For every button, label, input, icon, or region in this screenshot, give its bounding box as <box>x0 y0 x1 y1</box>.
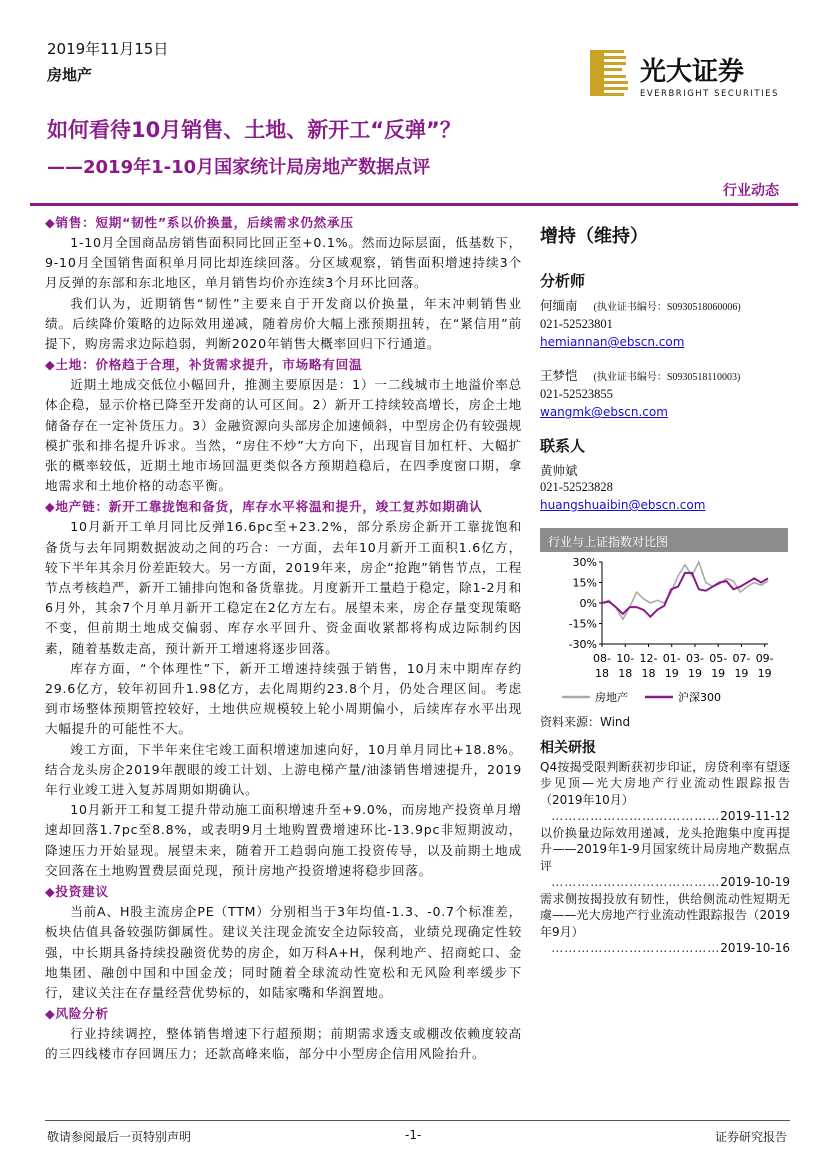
paragraph: 10月新开工和复工提升带动施工面积增速升至+9.0%，而房地产投资单月增速却回落1.7pc至8.8%，或表明9月土地购置费增速环比-13.9pc非短期波动，降速压力开始显现。展望未来，随着开工趋弱向施工投资传导，以及前期土地成交回落在土地购置费层面兑现，预计房地产投资增速将稳步回落。 <box>45 802 522 878</box>
legend-label: 房地产 <box>595 691 628 704</box>
section-heading: ◆风险分析 <box>45 1006 109 1022</box>
related-reports <box>540 740 790 957</box>
related-report-title[interactable]: 以价换量边际效用递减，龙头抢跑集中度再提升——2019年1-9月国家统计局房地产数据点评 <box>540 825 790 873</box>
paragraph: 我们认为，近期销售“韧性”主要来自于开发商以价换量，年末冲刺销售业绩。后续降价策略的边际效用递减，随着房价大幅上涨预期扭转，在“紧信用”前提下，购房需求边际趋弱，判断2020年销售大概率回归下行通道。 <box>45 295 522 352</box>
contact-phone: 021-52523828 <box>540 480 613 494</box>
series-line-csi300 <box>602 573 768 617</box>
leader-dots: ………………………………… <box>551 875 721 889</box>
section-heading: ◆土地：价格趋于合理，补货需求提升，市场略有回温 <box>45 357 363 373</box>
y-tick-label: 15% <box>572 576 597 590</box>
footer-report-label: 证券研究报告 <box>714 1130 787 1144</box>
related-report-date-row <box>540 874 790 891</box>
footer-disclaimer: 敬请参阅最后一页特别声明 <box>47 1130 192 1144</box>
analyst-name: 何缅南 <box>540 298 578 313</box>
section-heading: ◆投资建议 <box>45 884 109 900</box>
x-tick-label: 03- <box>685 652 704 665</box>
section-heading: ◆销售：短期“韧性”系以价换量，后续需求仍然承压 <box>45 215 354 230</box>
x-tick-label: 19 <box>664 667 679 680</box>
svg-text:光大证券: 光大证券 <box>640 57 745 87</box>
paragraph: 近期土地成交低位小幅回升，推测主要原因是：1）一二线城市土地溢价率总体企稳，显示价格已降至开发商的认可区间。2）新开工持续较高增长，房企土地储备存在一定补货压力。3）金融资源向头部房企加速倾斜，中型房企仍有较强规模扩张和排名提升诉求。当然，“房住不炒”大方向下，出现盲目加杠杆、大幅扩张的概率较低，近期土地市场回温更类似各方预期趋稳后，在四季度窗口期，拿地需求和土地价格的动态平衡。 <box>45 377 522 494</box>
y-tick-label: 0% <box>579 597 597 610</box>
analyst <box>540 297 790 351</box>
related-report-title[interactable]: 需求侧按揭投放有韧性，供给侧流动性短期无虞——光大房地产行业流动性跟踪报告（2019年9月） <box>540 891 790 939</box>
svg-text:EVERBRIGHT SECURITIES: EVERBRIGHT SECURITIES <box>640 89 779 98</box>
comparison-chart <box>540 528 788 730</box>
related-report-item[interactable] <box>540 759 790 825</box>
everbright-logo <box>590 48 780 98</box>
related-report-date-row <box>540 808 790 825</box>
x-tick-label: 09- <box>755 652 774 665</box>
related-report-date: 2019-10-16 <box>720 941 790 955</box>
analyst-name: 王梦恺 <box>540 368 578 383</box>
footer-divider <box>45 1120 790 1121</box>
page-subtitle: ——2019年1-10月国家统计局房地产数据点评 <box>47 157 431 178</box>
y-tick-label: -15% <box>568 617 597 631</box>
x-tick-label: 01- <box>662 652 681 665</box>
related-report-title[interactable]: Q4按揭受限判断获初步印证，房贷利率有望逐步见顶—光大房地产行业流动性跟踪报告（2019年10月） <box>540 759 790 807</box>
contact-heading: 联系人 <box>540 437 586 455</box>
header-divider <box>30 203 798 206</box>
analyst-license: (执业证书编号：S0930518110003) <box>593 372 741 383</box>
paragraph: 行业持续调控，整体销售增速下行超预期；前期需求透支或棚改依赖度较高的三四线楼市存回调压力；还款高峰来临，部分中小型房企信用风险抬升。 <box>45 1026 522 1062</box>
x-tick-label: 19 <box>711 667 726 680</box>
chart-svg <box>540 552 788 707</box>
related-report-item[interactable] <box>540 891 790 957</box>
contact-name: 黄帅斌 <box>540 463 578 478</box>
paragraph: 竣工方面，下半年来住宅竣工面积增速加速向好，10月单月同比+18.8%。结合龙头房企2019年靓眼的竣工计划、上游电梯产量/油漆销售增速提升，2019年行业竣工进入复苏周期如期确认。 <box>45 741 522 798</box>
contact <box>540 462 790 514</box>
paragraph: 库存方面，“个体理性”下，新开工增速持续强于销售，10月末中期库存约29.6亿方，较年初回升1.98亿方，去化周期约23.8个月，仍处合理区间。考虑到市场整体预期管控较好，土地供应规模较上轮小周期偏小，后续库存水平出现大幅提升的可能性不大。 <box>45 660 522 737</box>
page-title: 如何看待10月销售、土地、新开工“反弹”？ <box>47 118 461 142</box>
x-tick-label: 19 <box>757 667 772 680</box>
x-tick-label: 07- <box>732 652 751 665</box>
leader-dots: ………………………………… <box>551 809 721 823</box>
analyst-license: (执业证书编号：S0930518060006) <box>593 302 741 313</box>
x-tick-label: 19 <box>734 667 749 680</box>
contact-email-link[interactable]: huangshuaibin@ebscn.com <box>540 498 706 512</box>
legend-label: 沪深300 <box>678 691 721 704</box>
section-heading: ◆地产链：新开工靠拢饱和备货，库存水平将温和提升，竣工复苏如期确认 <box>45 499 483 515</box>
leader-dots: ………………………………… <box>551 941 721 955</box>
analyst-phone: 021-52523801 <box>540 317 613 331</box>
x-tick-label: 10- <box>616 652 635 665</box>
related-heading: 相关研报 <box>540 740 596 756</box>
sidebar <box>540 222 790 514</box>
y-tick-label: -30% <box>568 638 597 651</box>
related-report-date: 2019-10-19 <box>720 875 790 889</box>
analyst-phone: 021-52523855 <box>540 387 613 401</box>
report-body <box>45 212 522 1065</box>
x-tick-label: 19 <box>687 667 702 680</box>
paragraph: 当前A、H股主流房企PE（TTM）分别相当于3年均值-1.3、-0.7个标准差，板块估值具备较强防御属性。建议关注现金流安全边际较高，业绩兑现确定性较强，中长期具备持续投融资优势的房企，如万科A+H，保利地产、招商蛇口、金地集团、融创中国和中国金茂；同时随着全球流动性宽松和无风险利率缓步下行，建议关注在存量经营优势标的，如陆家嘴和华润置地。 <box>45 904 522 1000</box>
rating: 增持（维持） <box>540 226 648 247</box>
x-tick-label: 12- <box>639 652 658 665</box>
y-tick-label: 30% <box>572 556 597 569</box>
analyst-email-link[interactable]: wangmk@ebscn.com <box>540 405 668 419</box>
logo-e-icon <box>590 48 780 98</box>
sector-label: 房地产 <box>47 66 93 84</box>
x-tick-label: 18 <box>618 667 633 680</box>
related-report-item[interactable] <box>540 825 790 891</box>
analyst-email-link[interactable]: hemiannan@ebscn.com <box>540 335 685 349</box>
report-type: 行业动态 <box>723 183 779 199</box>
x-tick-label: 08- <box>593 652 611 665</box>
x-tick-label: 05- <box>709 652 728 665</box>
page-number: -1- <box>405 1128 422 1142</box>
x-tick-label: 18 <box>595 667 609 680</box>
report-date: 2019年11月15日 <box>47 40 169 58</box>
related-report-date-row <box>540 940 790 957</box>
chart-source: 资料来源：Wind <box>540 715 631 729</box>
chart-title: 行业与上证指数对比图 <box>540 528 788 552</box>
x-tick-label: 18 <box>641 667 656 680</box>
paragraph: 1-10月全国商品房销售面积同比回正至+0.1%。然而边际层面，低基数下，9-10月全国销售面积单月同比却连续回落。分区域观察，销售面积增速持续3个月反弹的东部和东北地区，单月销售均价亦连续3个月环比回落。 <box>45 235 522 291</box>
paragraph: 10月新开工单月同比反弹16.6pc至+23.2%，部分系房企新开工靠拢饱和备货与去年同期数据波动之间的巧合：一方面，去年10月新开工面积1.6亿方，较下半年其余月份差距较大。另一方面，2019年来，房企“抢跑”销售节点，工程节点考核趋严，新开工铺排向饱和备货靠拢。月度新开工量趋于稳定，除1-2月和6月外，其余7个月单月新开工稳定在2亿方左右。展望未来，房企存量变现策略不变，但前期土地成交偏弱、库存水平回升、资金面收紧都将构成边际制约因素，随着基数走高，预计新开工增速将逐步回落。 <box>45 519 522 656</box>
analyst <box>540 367 790 421</box>
analyst-heading: 分析师 <box>540 272 586 290</box>
related-report-date: 2019-11-12 <box>720 809 790 823</box>
